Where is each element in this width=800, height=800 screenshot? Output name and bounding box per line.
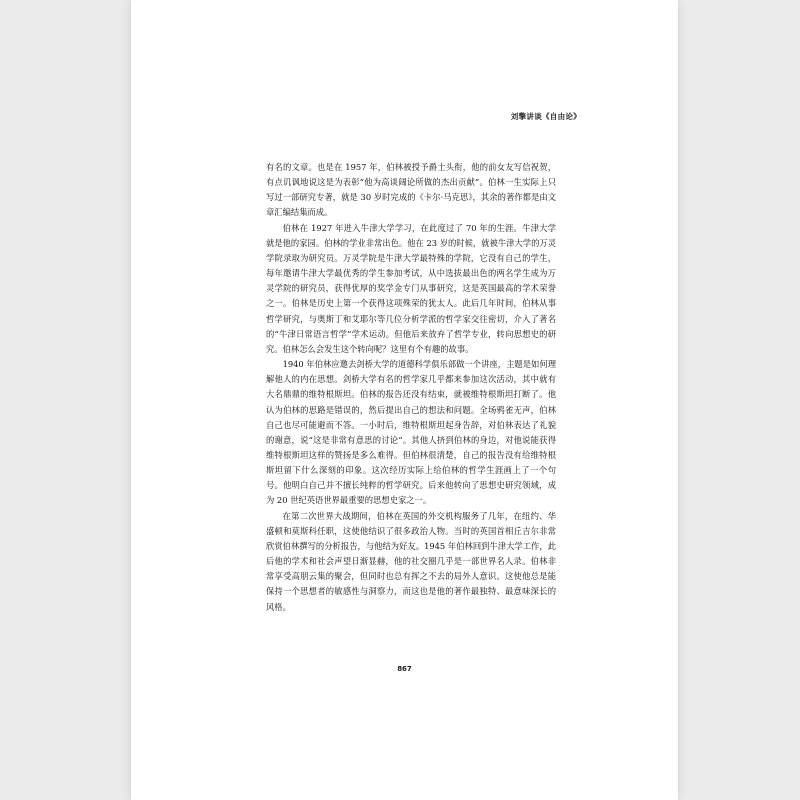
paragraph: 有名的文章。也是在 1957 年，伯林被授予爵士头衔，他的前女友写信祝贺，有点讥讽地说这是为表彰“他为高谈阔论所做的杰出贡献”。伯林一生实际上只写过一部研究专著，就是 30 岁时完成的《卡尔·马克思》，其余的著作都是由文章汇编结集而成。: [266, 162, 556, 218]
paragraph: 1940 年伯林应邀去剑桥大学的道德科学俱乐部做一个讲座，主题是如何理解他人的内在思想。剑桥大学有名的哲学家几乎都来参加这次活动，其中就有大名鼎鼎的维特根斯坦。伯林的报告还没有结束，就被维特根斯坦打断了。他认为伯林的思路是错误的，然后提出自己的想法和问题。全场鸦雀无声，伯林自己也尽可能避而不答。一小时后，维特根斯坦起身告辞，对伯林表达了礼貌的谢意，说“这是非常有意思的讨论”。其他人挤到伯林的身边，对他说能获得维特根斯坦这样的赞扬是多么难得。但伯林很清楚，自己的报告没有给维特根斯坦留下什么深刻的印象。这次经历实际上给伯林的哲学生涯画上了一个句号。他明白自己并不擅长纯粹的哲学研究。后来他转向了思想史研究领域，成为 20 世纪英语世界最重要的思想史家之一。: [266, 359, 556, 506]
page-number: 867: [397, 665, 412, 673]
paragraph: 伯林在 1927 年进入牛津大学学习，在此度过了 70 年的生涯。牛津大学就是他的家园。伯林的学业非常出色。他在 23 岁的时候，就被牛津大学的万灵学院录取为研究员。万灵学院是牛津大学最特殊的学院，它没有自己的学生，每年邀请牛津大学最优秀的学生参加考试，从中选拔最出色的两名学生成为万灵学院的研究员，获得优厚的奖学金专门从事研究，这是英国最高的学术荣誉之一。伯林是历史上第一个获得这项殊荣的犹太人。此后几年时间，伯林从事哲学研究，与奥斯丁和艾耶尔等几位分析学派的哲学家交往密切，介入了著名的“牛津日常语言哲学”学术运动。但他后来放弃了哲学专业，转向思想史的研究。伯林怎么会发生这个转向呢？这里有个有趣的故事。: [266, 222, 556, 354]
paragraph: 在第二次世界大战期间，伯林在英国的外交机构服务了几年，在纽约、华盛顿和莫斯科任职，这使他结识了很多政治人物。当时的英国首相丘吉尔非常欣赏伯林撰写的分析报告，与他结为好友。1945 年伯林回到牛津大学工作，此后他的学术和社会声望日渐显赫，他的社交圈几乎是一部世界名人录。伯林非常享受高朋云集的聚会，但同时也总有挥之不去的局外人意识。这使他总是能保持一个思想者的敏感性与洞察力，而这也是他的著作最独特、最意味深长的风格。: [266, 510, 556, 612]
running-header: 刘擎讲谈《自由论》: [510, 112, 581, 121]
body-text: [266, 160, 556, 615]
book-page: [131, 0, 678, 800]
